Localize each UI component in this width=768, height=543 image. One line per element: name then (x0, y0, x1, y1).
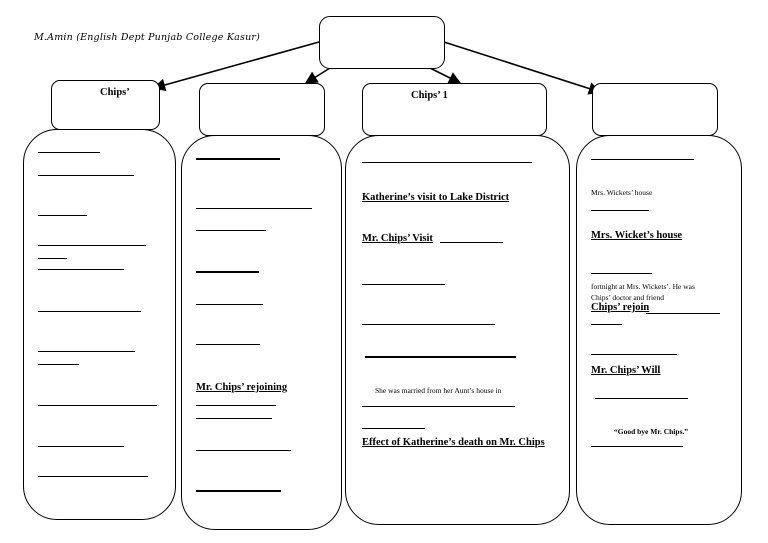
col4-blank-line (595, 398, 688, 399)
col3-married-text: She was married from her Aunt’s house in (375, 386, 502, 395)
col4-blank-line (591, 273, 652, 274)
col4-blank-line (591, 324, 622, 325)
col1-blank-line (38, 476, 148, 477)
col4-blank-line (646, 313, 720, 314)
author-credit: M.Amin (English Dept Punjab College Kasur) (34, 32, 261, 43)
col1-blank-line (38, 364, 79, 365)
col2-header-box (199, 83, 325, 136)
col3-chips-visit-heading: Mr. Chips’ Visit (362, 233, 433, 244)
col3-header-label: Chips’ 1 (411, 90, 448, 101)
col2-blank-line (196, 271, 259, 273)
arrow-to-col2 (306, 68, 330, 83)
col4-will-heading: Mr. Chips’ Will (591, 365, 661, 376)
col2-blank-line (196, 490, 281, 492)
col1-blank-line (38, 175, 134, 176)
col1-blank-line (38, 351, 135, 352)
col1-blank-line (38, 215, 87, 216)
col2-rejoining-heading: Mr. Chips’ rejoining (196, 382, 288, 393)
col3-blank-line (362, 162, 532, 163)
main-title-box (319, 16, 445, 69)
col3-blank-line (362, 324, 495, 325)
col2-content-box (181, 135, 342, 530)
col2-blank-line (196, 304, 263, 305)
col2-blank-line (196, 208, 312, 209)
col1-blank-line (38, 152, 100, 153)
col3-blank-line (365, 356, 516, 358)
col3-blank-line (440, 242, 503, 243)
col4-wickets-house-small: Mrs. Wickets’ house (591, 188, 653, 197)
col4-wickets-house-heading: Mrs. Wicket’s house (591, 230, 683, 241)
col4-blank-line (591, 210, 649, 211)
col1-content-box (23, 129, 176, 520)
col2-blank-line (196, 230, 266, 231)
col1-blank-line (38, 446, 124, 447)
col3-blank-line (362, 284, 445, 285)
col1-header-label: Chips’ (100, 87, 130, 98)
col2-blank-line (196, 418, 272, 419)
col1-header-box (51, 80, 160, 130)
col1-blank-line (38, 245, 146, 246)
arrow-to-col1 (154, 42, 319, 88)
col3-blank-line (362, 428, 425, 429)
col2-blank-line (196, 450, 291, 451)
col4-header-box (592, 83, 718, 136)
col1-blank-line (38, 269, 124, 270)
col3-blank-line (362, 406, 515, 407)
col4-rejoin-heading: Chips’ rejoin (591, 302, 650, 313)
col3-header-box (362, 83, 547, 136)
col2-blank-line (196, 405, 276, 406)
col2-blank-line (196, 158, 280, 160)
col4-fortnight-line1: fortnight at Mrs. Wickets’. He was (591, 282, 695, 291)
col4-fortnight-line2: Chips’ doctor and friend (591, 293, 664, 302)
col3-death-effect-heading: Effect of Katherine’s death on Mr. Chips (362, 437, 545, 448)
col1-blank-line (38, 405, 157, 406)
col4-goodbye-text: “Good bye Mr. Chips.” (614, 427, 689, 436)
col4-blank-line (591, 446, 683, 447)
col1-blank-line (38, 311, 141, 312)
col2-blank-line (196, 344, 260, 345)
col1-blank-line (38, 258, 67, 259)
arrow-to-col3 (430, 68, 460, 83)
col4-blank-line (591, 159, 694, 160)
col3-lake-district-heading: Katherine’s visit to Lake District (362, 192, 510, 203)
col4-blank-line (591, 354, 677, 355)
